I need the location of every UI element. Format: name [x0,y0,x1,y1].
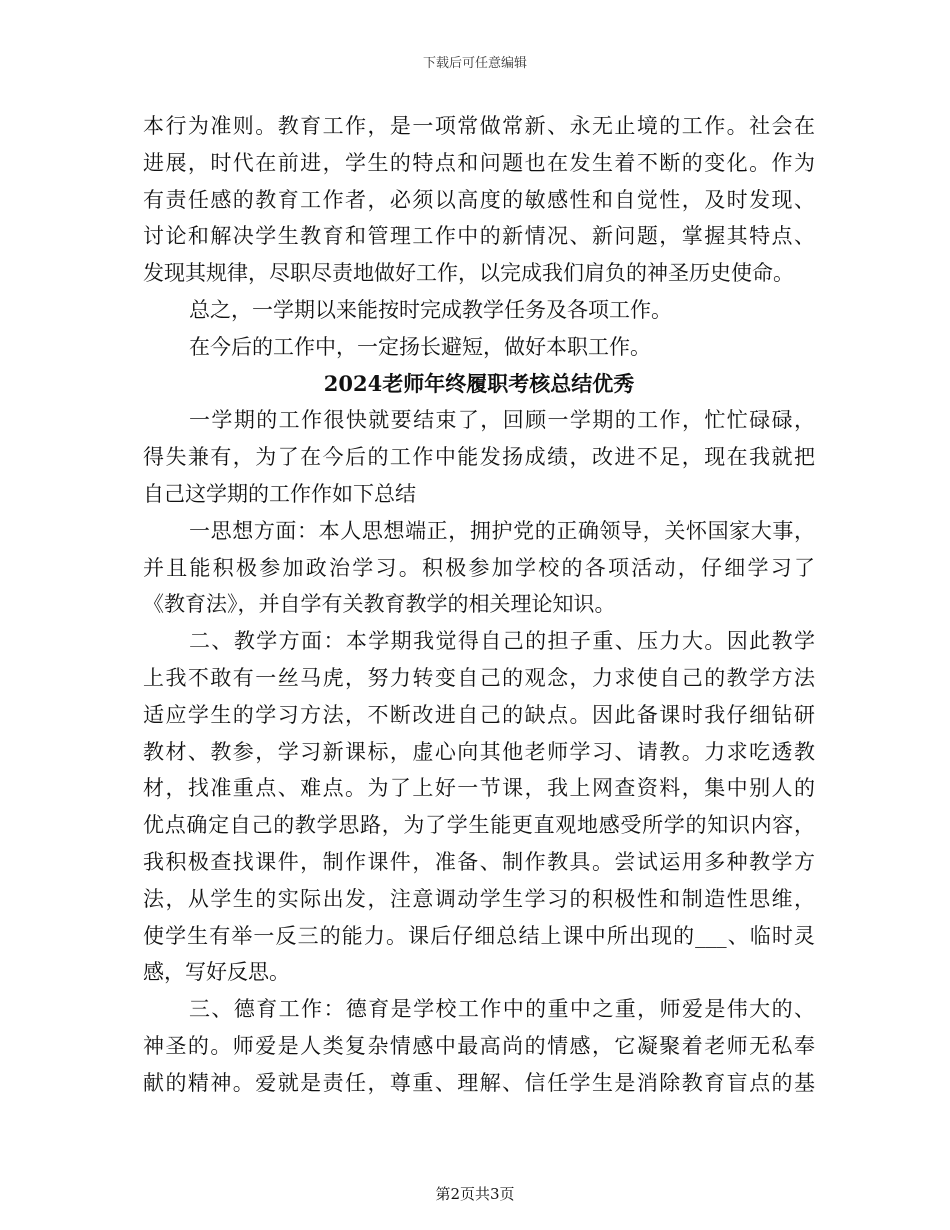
document-body [143,108,815,1102]
summary-paragraph: 总之，一学期以来能按时完成教学任务及各项工作。 [189,297,672,322]
paragraph-line: 一思想方面：本人思想端正，拥护党的正确领导，关怀国家大事， [189,518,815,543]
paragraph-line: 教材、教参，学习新课标，虚心向其他老师学习、请教。力求吃透教 [143,739,815,764]
paragraph-line: 本行为准则。教育工作，是一项常做常新、永无止境的工作。社会在 [143,114,815,138]
paragraph-line: 二、教学方面：本学期我觉得自己的担子重、压力大。因此教学 [189,629,815,654]
paragraph-line: 三、德育工作：德育是学校工作中的重中之重，师爱是伟大的、 [189,997,815,1022]
paragraph-line: 《教育法》，并自学有关教育教学的相关理论知识。 [143,592,616,617]
paragraph-line: 神圣的。师爱是人类复杂情感中最高尚的情感，它凝聚着老师无私奉 [143,1033,815,1058]
paragraph-line: 讨论和解决学生教育和管理工作中的新情况、新问题，掌握其特点、 [143,224,815,249]
paragraph-line: 有责任感的教育工作者，必须以高度的敏感性和自觉性，及时发现、 [143,187,815,212]
paragraph-line: 我积极查找课件，制作课件，准备、制作教具。尝试运用多种教学方 [143,849,815,874]
paragraph-line: 感，写好反思。 [143,960,290,985]
paragraph-line: 法，从学生的实际出发，注意调动学生学习的积极性和制造性思维， [143,886,815,911]
paragraph-line: 进展，时代在前进，学生的特点和问题也在发生着不断的变化。作为 [143,150,815,175]
paragraph-line: 得失兼有，为了在今后的工作中能发扬成绩，改进不足，现在我就把 [143,445,815,470]
paragraph-line: 使学生有举一反三的能力。课后仔细总结上课中所出现的___、临时灵 [143,923,815,948]
section-title: 2024老师年终履职考核总结优秀 [323,370,635,396]
page-number: 第2页共3页 [435,1185,515,1203]
paragraph-line: 材，找准重点、难点。为了上好一节课，我上网查资料，集中别人的 [143,776,815,801]
paragraph-line: 自己这学期的工作作如下总结 [143,481,416,506]
paragraph-line: 献的精神。爱就是责任，尊重、理解、信任学生是消除教育盲点的基 [143,1070,815,1095]
paragraph-line: 适应学生的学习方法，不断改进自己的缺点。因此备课时我仔细钻研 [143,702,815,727]
page-header: 下载后可任意编辑 [422,56,527,71]
paragraph-line: 并且能积极参加政治学习。积极参加学校的各项活动，仔细学习了 [143,555,815,580]
paragraph-line: 发现其规律，尽职尽责地做好工作，以完成我们肩负的神圣历史使命。 [143,261,794,286]
paragraph-line: 优点确定自己的教学思路，为了学生能更直观地感受所学的知识内容， [143,813,815,838]
future-paragraph: 在今后的工作中，一定扬长避短，做好本职工作。 [189,334,651,359]
paragraph-line: 一学期的工作很快就要结束了，回顾一学期的工作，忙忙碌碌， [189,408,815,433]
paragraph-line: 上我不敢有一丝马虎，努力转变自己的观念，力求使自己的教学方法 [143,665,815,690]
